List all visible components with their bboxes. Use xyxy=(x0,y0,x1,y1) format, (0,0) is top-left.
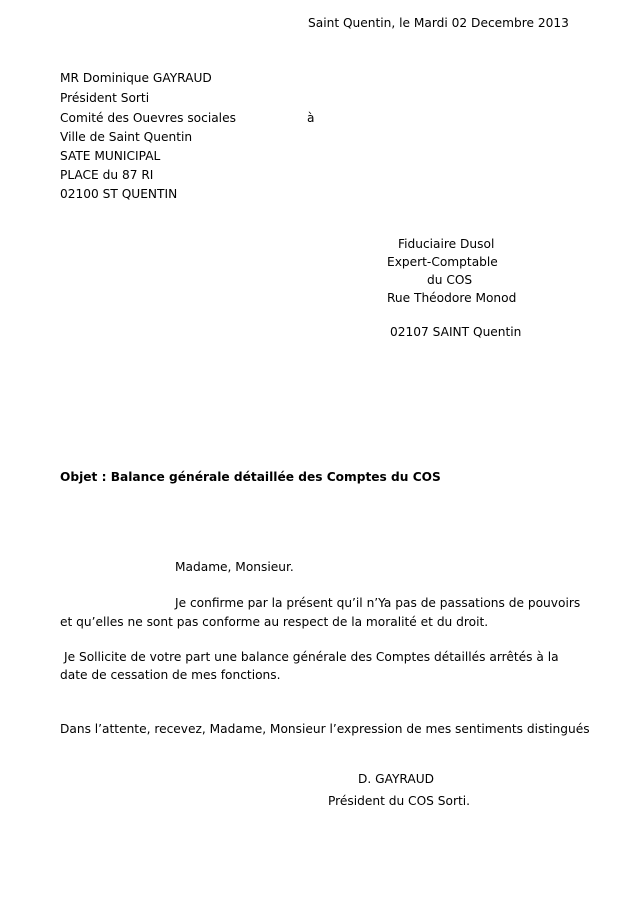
paragraph-line: Je confirme par la présent qu’il n’Ya pas de passations de pouvoirs xyxy=(175,596,581,610)
paragraph-line: et qu’elles ne sont pas conforme au respect de la moralité et du droit. xyxy=(60,615,489,629)
recipient-street: Rue Théodore Monod xyxy=(387,291,517,305)
sender-name: MR Dominique GAYRAUD xyxy=(60,71,212,85)
paragraph-line: Je Sollicite de votre part une balance générale des Comptes détaillés arrêtés à la xyxy=(64,650,559,664)
closing-formula: Dans l’attente, recevez, Madame, Monsieur l’expression de mes sentiments distingués xyxy=(60,722,590,736)
sender-street: PLACE du 87 RI xyxy=(60,168,154,182)
sender-organization: Comité des Ouevres sociales xyxy=(60,111,236,125)
recipient-indicator: à xyxy=(307,111,315,125)
paragraph-line: date de cessation de mes fonctions. xyxy=(60,668,281,682)
recipient-org: du COS xyxy=(427,273,473,287)
subject-line: Objet : Balance générale détaillée des Comptes du COS xyxy=(60,470,441,484)
signature-name: D. GAYRAUD xyxy=(358,772,435,786)
salutation: Madame, Monsieur. xyxy=(175,560,294,574)
sender-postal: 02100 ST QUENTIN xyxy=(60,187,178,201)
recipient-role: Expert-Comptable xyxy=(387,255,498,269)
sender-city: Ville de Saint Quentin xyxy=(60,130,193,144)
sender-title: Président Sorti xyxy=(60,91,150,105)
signature-title: Président du COS Sorti. xyxy=(328,794,471,808)
sender-department: SATE MUNICIPAL xyxy=(60,149,161,163)
date-line: Saint Quentin, le Mardi 02 Decembre 2013 xyxy=(308,16,569,30)
recipient-postal: 02107 SAINT Quentin xyxy=(390,325,522,339)
recipient-name: Fiduciaire Dusol xyxy=(398,237,495,251)
